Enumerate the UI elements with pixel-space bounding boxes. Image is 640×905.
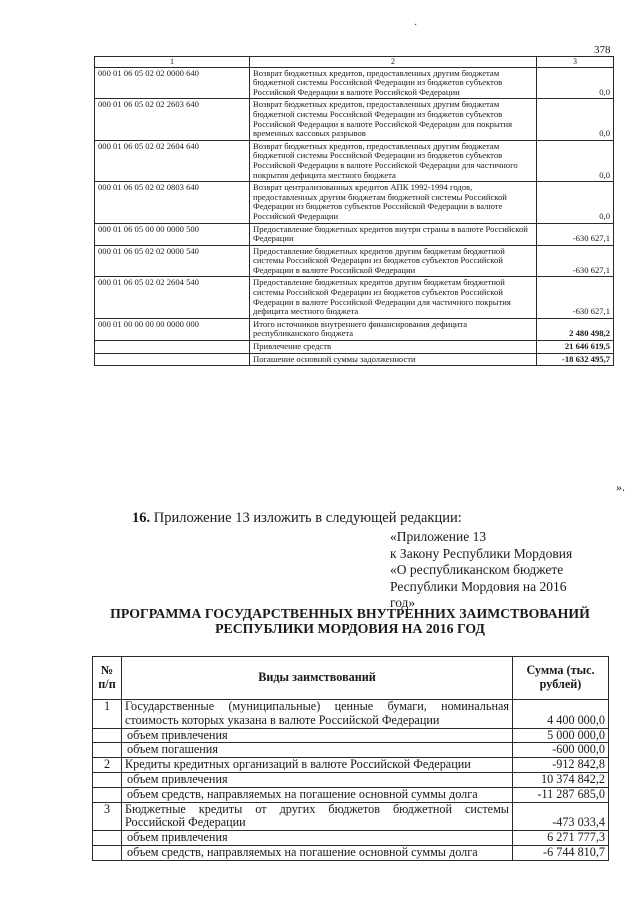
sources-financing-table — [94, 56, 614, 366]
budget-code: 000 01 06 05 00 00 0000 500 — [95, 223, 250, 245]
column-header-sum: Сумма (тыс. рублей) — [513, 657, 609, 700]
row-text: объем средств, направляемых на погашение основной суммы долга — [122, 845, 513, 860]
section-number: 16. — [132, 510, 151, 526]
row-description: Погашение основной суммы задолженности — [250, 353, 537, 366]
row-number: 3 — [93, 802, 122, 831]
section-16-heading — [132, 510, 462, 527]
row-description: Предоставление бюджетных кредитов другим бюджетам бюджетной системы Российской Федерации из бюджетов субъектов Российской Федерации в валюте Российской Федерации — [250, 245, 537, 277]
appendix-line: «Приложение 13 — [390, 529, 487, 544]
table-row — [95, 67, 614, 99]
row-number — [93, 743, 122, 758]
table-row — [93, 831, 609, 846]
appendix-line: к Закону Республики Мордовия — [390, 545, 573, 561]
table-row — [95, 277, 614, 318]
table-row — [95, 140, 614, 181]
row-amount: 0,0 — [537, 182, 614, 223]
row-amount: 4 400 000,0 — [513, 700, 609, 729]
table-row — [95, 99, 614, 140]
table-row — [93, 700, 609, 729]
table-row — [93, 758, 609, 773]
title-line: РЕСПУБЛИКИ МОРДОВИЯ НА 2016 ГОД — [215, 621, 485, 636]
table-row — [93, 845, 609, 860]
row-amount: 5 000 000,0 — [513, 728, 609, 743]
table-row — [93, 728, 609, 743]
section-text: Приложение 13 изложить в следующей редакции: — [153, 510, 462, 526]
row-number — [93, 728, 122, 743]
row-amount: 0,0 — [537, 67, 614, 99]
row-amount: 0,0 — [537, 99, 614, 140]
row-number: 2 — [93, 758, 122, 773]
table-header-row — [93, 657, 609, 700]
row-text: объем погашения — [122, 743, 513, 758]
row-description: Привлечение средств — [250, 341, 537, 354]
appendix-line: «О республиканском бюджете — [390, 562, 564, 577]
row-description: Предоставление бюджетных кредитов внутри страны в валюте Российской Федерации — [250, 223, 537, 245]
column-header: 3 — [537, 57, 614, 68]
row-amount: -600 000,0 — [513, 743, 609, 758]
row-amount: -6 744 810,7 — [513, 845, 609, 860]
row-description: Предоставление бюджетных кредитов другим бюджетам бюджетной системы Российской Федерации из бюджетов субъектов Российской Федерации в валюте Российской Федерации для частичного покрытия дефицита местного бюджета — [250, 277, 537, 318]
row-amount: -630 627,1 — [537, 277, 614, 318]
budget-code: 000 01 00 00 00 00 0000 000 — [95, 318, 250, 340]
row-amount: 0,0 — [537, 140, 614, 181]
row-number: 1 — [93, 700, 122, 729]
row-amount: 10 374 842,2 — [513, 772, 609, 787]
row-description: Итого источников внутреннего финансирования дефицита республиканского бюджета — [250, 318, 537, 340]
row-text: Государственные (муниципальные) ценные бумаги, номинальная стоимость которых указана в валюте Российской Федерации — [122, 700, 513, 729]
row-text: объем привлечения — [122, 772, 513, 787]
page-dot-mark: · — [414, 20, 418, 31]
table-row — [93, 787, 609, 802]
budget-code: 000 01 06 05 02 02 0000 640 — [95, 67, 250, 99]
budget-code — [95, 353, 250, 366]
budget-code: 000 01 06 05 02 02 2604 640 — [95, 140, 250, 181]
budget-code: 000 01 06 05 02 02 2604 540 — [95, 277, 250, 318]
borrowings-table — [92, 656, 609, 861]
budget-code: 000 01 06 05 02 02 0000 540 — [95, 245, 250, 277]
row-amount: -912 842,8 — [513, 758, 609, 773]
table-row-total — [95, 353, 614, 366]
row-number — [93, 787, 122, 802]
budget-code: 000 01 06 05 02 02 2603 640 — [95, 99, 250, 140]
row-description: Возврат централизованных кредитов АПК 1992-1994 годов, предоставленных другим бюджетам бюджетной системы Российской Федерации из бюджетов субъектов Российской Федерации в валюте Российской Федерации — [250, 182, 537, 223]
table-row — [93, 743, 609, 758]
appendix-line: Республики Мордовия на 2016 — [390, 578, 567, 594]
row-number — [93, 831, 122, 846]
row-number — [93, 772, 122, 787]
table-row — [95, 182, 614, 223]
row-amount: -473 033,4 — [513, 802, 609, 831]
table-header-row — [95, 57, 614, 68]
row-text: Бюджетные кредиты от других бюджетов бюджетной системы Российской Федерации — [122, 802, 513, 831]
table-row-total — [95, 318, 614, 340]
row-description: Возврат бюджетных кредитов, предоставленных другим бюджетам бюджетной системы Российской Федерации из бюджетов субъектов Российской Федерации в валюте Российской Федерации — [250, 67, 537, 99]
program-title — [60, 606, 640, 636]
page-number: 378 — [594, 44, 611, 56]
column-header-num: № п/п — [93, 657, 122, 700]
row-text: объем привлечения — [122, 831, 513, 846]
appendix-reference — [390, 529, 572, 612]
row-amount: -630 627,1 — [537, 223, 614, 245]
column-header-kind: Виды заимствований — [122, 657, 513, 700]
table-row — [95, 223, 614, 245]
row-amount: 2 480 498,2 — [537, 318, 614, 340]
closing-quote-mark: ». — [616, 480, 625, 494]
row-amount: 6 271 777,3 — [513, 831, 609, 846]
title-line: ПРОГРАММА ГОСУДАРСТВЕННЫХ ВНУТРЕННИХ ЗАИМСТВОВАНИЙ — [110, 606, 590, 621]
row-text: Кредиты кредитных организаций в валюте Российской Федерации — [122, 758, 513, 773]
row-text: объем средств, направляемых на погашение основной суммы долга — [122, 787, 513, 802]
row-number — [93, 845, 122, 860]
table-row — [95, 245, 614, 277]
row-amount: -18 632 495,7 — [537, 353, 614, 366]
budget-code: 000 01 06 05 02 02 0803 640 — [95, 182, 250, 223]
column-header: 1 — [95, 57, 250, 68]
column-header: 2 — [250, 57, 537, 68]
row-amount: -11 287 685,0 — [513, 787, 609, 802]
row-text: объем привлечения — [122, 728, 513, 743]
row-description: Возврат бюджетных кредитов, предоставленных другим бюджетам бюджетной системы Российской Федерации из бюджетов субъектов Российской Федерации в валюте Российской Федерации для частичного покрытия дефицита местного бюджета — [250, 140, 537, 181]
budget-code — [95, 341, 250, 354]
table-row — [93, 772, 609, 787]
row-amount: -630 627,1 — [537, 245, 614, 277]
table-row-total — [95, 341, 614, 354]
row-description: Возврат бюджетных кредитов, предоставленных другим бюджетам бюджетной системы Российской Федерации из бюджетов субъектов Российской Федерации в валюте Российской Федерации для покрытия временных кассовых разрывов — [250, 99, 537, 140]
table-row — [93, 802, 609, 831]
appendix-line: год» — [390, 595, 416, 610]
row-amount: 21 646 619,5 — [537, 341, 614, 354]
